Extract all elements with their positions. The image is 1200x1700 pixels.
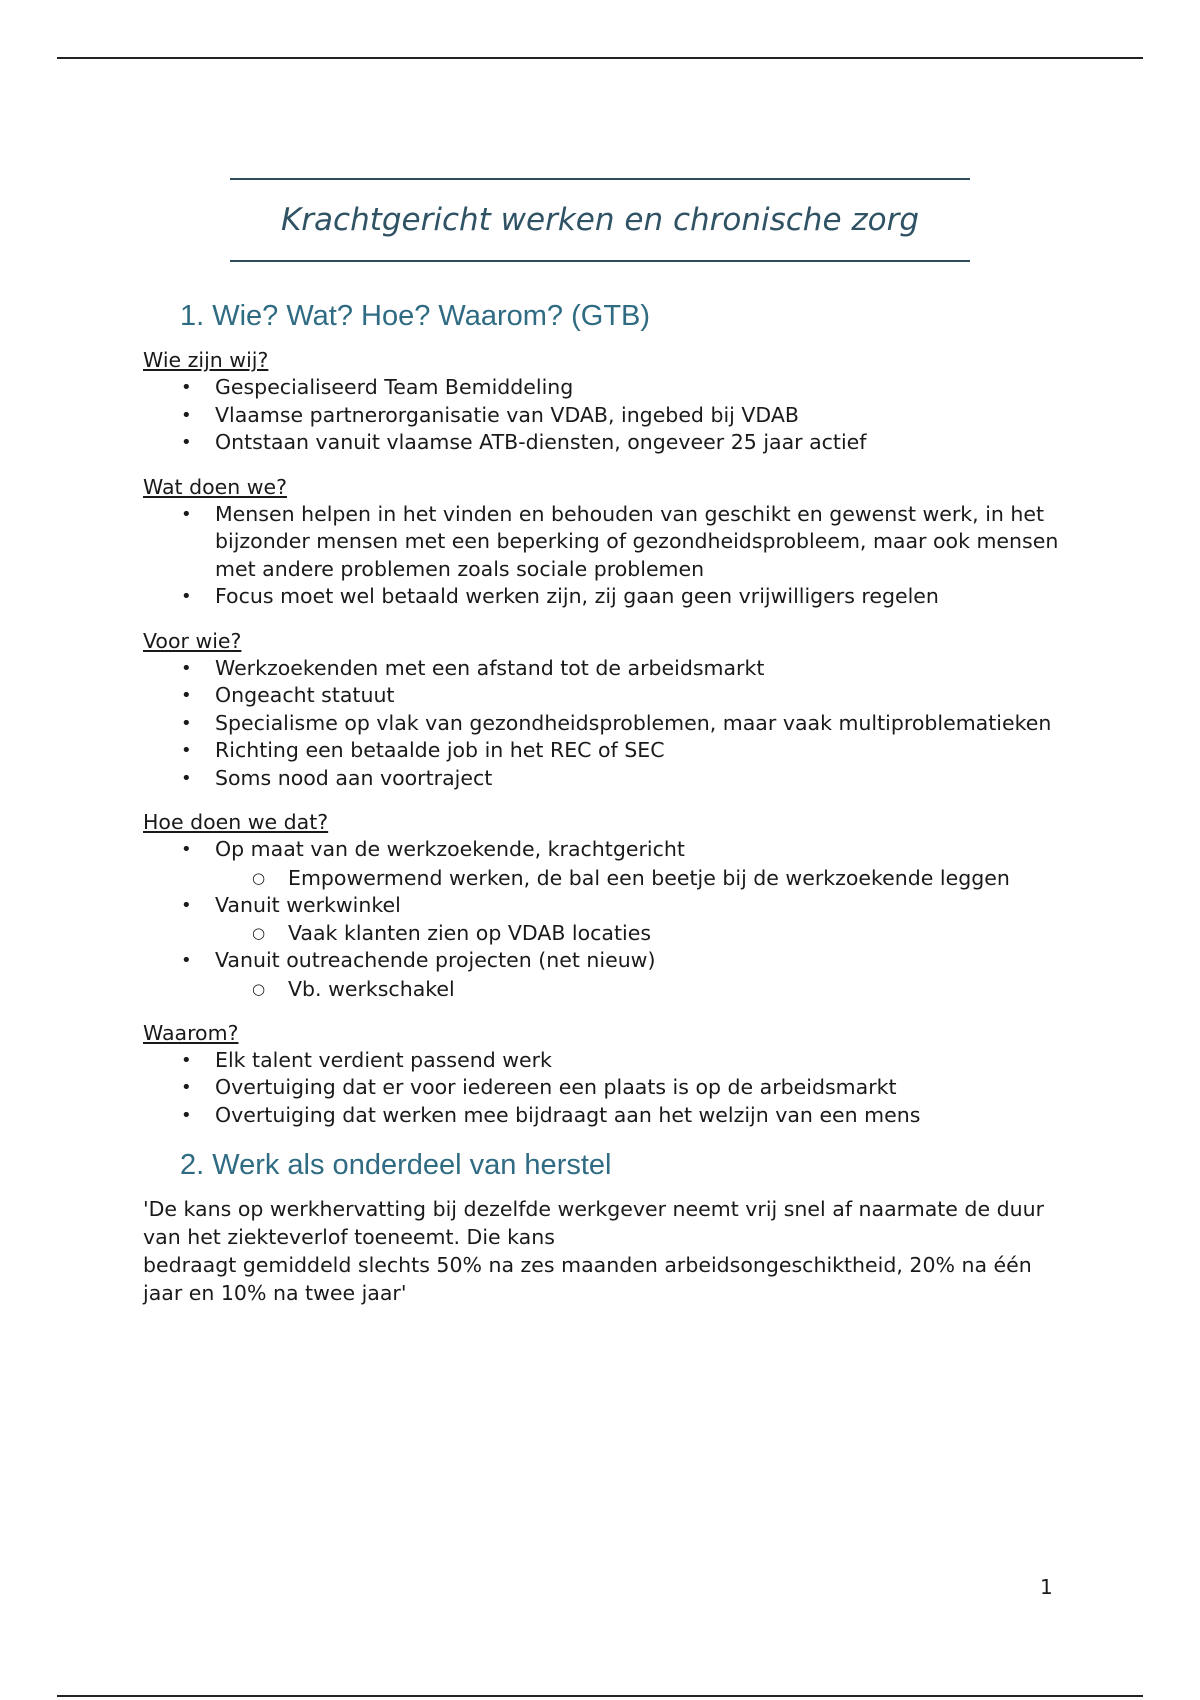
list-item: [143, 374, 1063, 402]
content-block: [143, 473, 1063, 611]
block-label: Wat doen we?: [143, 474, 288, 499]
bullet-icon: •: [181, 503, 192, 525]
document-title: Krachtgericht werken en chronische zorg: [280, 202, 920, 238]
content-block: [143, 627, 1063, 793]
sub-list-item: [215, 975, 1063, 1003]
bullet-icon: •: [181, 432, 192, 453]
list-item-text: Mensen helpen in het vinden en behouden van geschikt en gewenst werk, in het bijzonder mensen met een beperking of gezondheidsprobleem, maar ook mensen met andere problemen zoals sociale problemen: [215, 501, 1059, 581]
bullet-icon: •: [181, 839, 192, 860]
bullet-icon: •: [181, 767, 192, 789]
list-item-text: Werkzoekenden met een afstand tot de arbeidsmarkt: [215, 655, 765, 680]
bullet-icon: •: [181, 685, 192, 706]
list-item: [143, 655, 1063, 683]
list-item: [143, 1074, 1063, 1102]
circle-bullet-icon: ○: [252, 868, 266, 887]
list-item-text: Ongeacht statuut: [215, 683, 395, 707]
sub-list-item-text: Vb. werkschakel: [288, 976, 455, 1001]
sub-list-item: [215, 919, 1063, 947]
list-item: [143, 947, 1063, 1003]
list-item-text: Soms nood aan voortraject: [215, 765, 493, 790]
list-item: [143, 765, 1063, 793]
sub-list: [215, 975, 1063, 1003]
bullet-icon: •: [181, 1104, 192, 1126]
bullet-icon: •: [181, 657, 192, 679]
title-top-rule: [230, 178, 970, 180]
block-label: Hoe doen we dat?: [143, 810, 329, 834]
list-item: [143, 1047, 1063, 1075]
sub-list-item: [215, 864, 1063, 892]
bullet-icon: •: [181, 740, 192, 761]
sub-list-item-text: Vaak klanten zien op VDAB locaties: [288, 921, 652, 945]
list-item: [143, 737, 1063, 765]
page-number: 1: [1040, 1575, 1053, 1599]
section-heading-2: 2. Werk als onderdeel van herstel: [180, 1149, 612, 1181]
bullet-list: [143, 655, 1063, 793]
block-label: Wie zijn wij?: [143, 348, 269, 372]
title-block: [230, 178, 970, 262]
section-heading-1: 1. Wie? Wat? Hoe? Waarom? (GTB): [180, 300, 651, 332]
document-body: [143, 296, 1063, 1307]
list-item-text: Op maat van de werkzoekende, krachtgericht: [215, 837, 685, 861]
block-label: Waarom?: [143, 1020, 239, 1045]
page-top-rule: [57, 57, 1143, 59]
bullet-icon: •: [181, 404, 192, 426]
list-item: [143, 402, 1063, 430]
bullet-list: [143, 836, 1063, 1003]
circle-bullet-icon: ○: [252, 924, 266, 942]
circle-bullet-icon: ○: [252, 979, 266, 998]
list-item: [143, 836, 1063, 892]
sub-list: [215, 864, 1063, 892]
list-item-text: Vlaamse partnerorganisatie van VDAB, ingebed bij VDAB: [215, 402, 799, 427]
content-block: [143, 808, 1063, 1003]
list-item: [143, 710, 1063, 738]
content-block: [143, 346, 1063, 457]
list-item: [143, 583, 1063, 611]
list-item-text: Richting een betaalde job in het REC of SEC: [215, 738, 665, 762]
list-item-text: Vanuit outreachende projecten (net nieuw): [215, 948, 656, 972]
bullet-icon: •: [181, 1077, 192, 1098]
sub-list-item-text: Empowermend werken, de bal een beetje bij de werkzoekende leggen: [288, 865, 1010, 890]
block-label: Voor wie?: [143, 628, 242, 653]
list-item: [143, 892, 1063, 948]
page-bottom-rule: [57, 1695, 1143, 1697]
list-item-text: Gespecialiseerd Team Bemiddeling: [215, 375, 574, 399]
list-item: [143, 501, 1063, 584]
list-item-text: Overtuiging dat er voor iedereen een plaats is op de arbeidsmarkt: [215, 1075, 897, 1099]
sub-list: [215, 919, 1063, 947]
bullet-list: [143, 1047, 1063, 1130]
bullet-icon: •: [181, 894, 192, 916]
bullet-list: [143, 501, 1063, 611]
list-item-text: Specialisme op vlak van gezondheidsproblemen, maar vaak multiproblematieken: [215, 710, 1052, 735]
list-item-text: Focus moet wel betaald werken zijn, zij gaan geen vrijwilligers regelen: [215, 584, 939, 608]
list-item-text: Overtuiging dat werken mee bijdraagt aan het welzijn van een mens: [215, 1102, 921, 1127]
list-item-text: Ontstaan vanuit vlaamse ATB-diensten, ongeveer 25 jaar actief: [215, 430, 867, 454]
bullet-icon: •: [181, 1049, 192, 1071]
list-item: [143, 1102, 1063, 1130]
list-item: [143, 682, 1063, 710]
bullet-icon: •: [181, 950, 192, 971]
bullet-icon: •: [181, 586, 192, 607]
list-item: [143, 429, 1063, 457]
list-item-text: Vanuit werkwinkel: [215, 892, 401, 917]
title-bottom-rule: [230, 260, 970, 262]
quote-paragraph: 'De kans op werkhervatting bij dezelfde werkgever neemt vrij snel af naarmate de duur van het ziekteverlof toeneemt. Die kans bedraagt gemiddeld slechts 50% na zes maanden arbeidsongeschiktheid, 20% na één jaar en 10% na twee jaar': [143, 1197, 1044, 1305]
bullet-icon: •: [181, 712, 192, 734]
list-item-text: Elk talent verdient passend werk: [215, 1047, 552, 1072]
bullet-icon: •: [181, 377, 192, 398]
content-block: [143, 1019, 1063, 1130]
section-1-blocks: [143, 346, 1063, 1129]
bullet-list: [143, 374, 1063, 457]
